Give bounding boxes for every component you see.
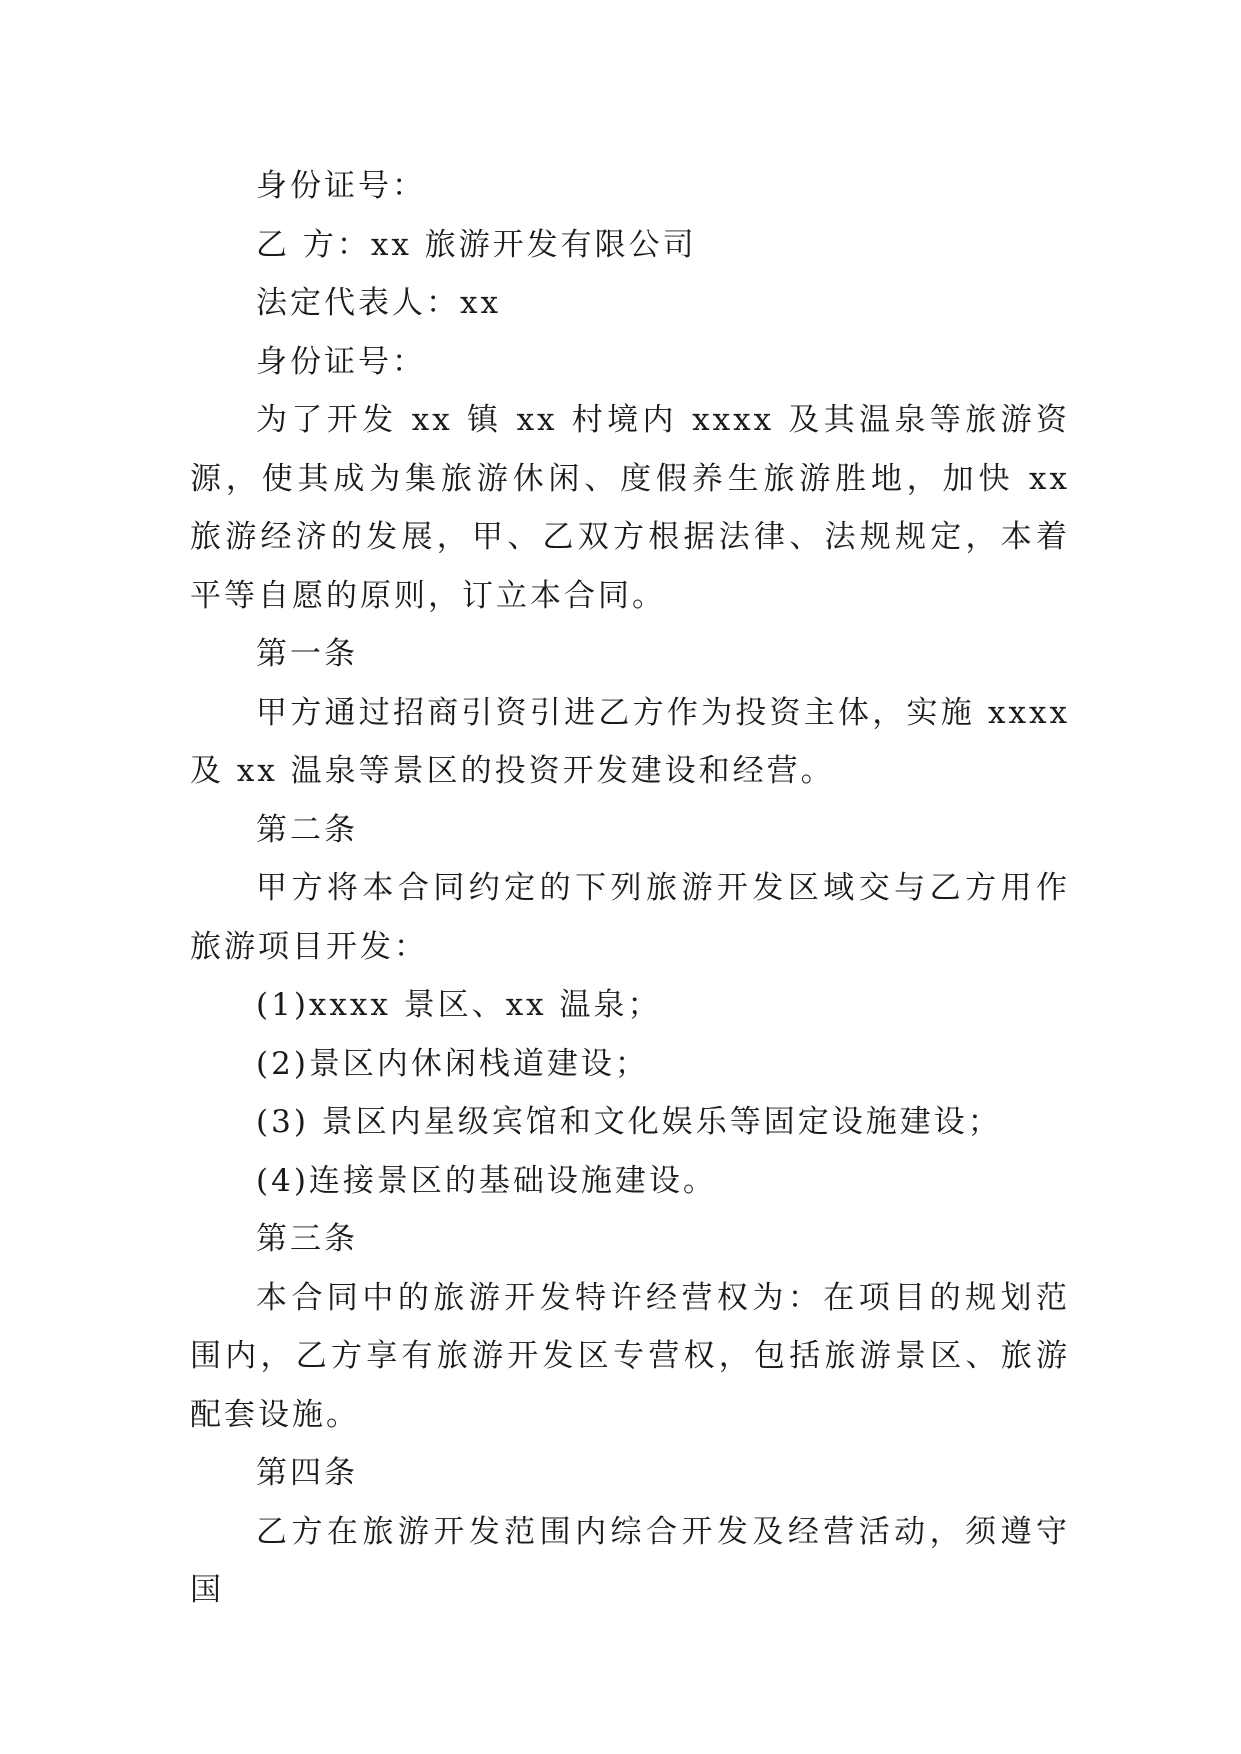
paragraph-party-b: 乙 方：xx 旅游开发有限公司 (256, 226, 697, 263)
article-heading-2: 第二条 (256, 811, 358, 848)
list-item-2: (2)景区内休闲栈道建设； (256, 1045, 649, 1082)
article-body-4: 乙方在旅游开发范围内综合开发及经营活动，须遵守国 (190, 1513, 1070, 1608)
paragraph-legal-representative: 法定代表人：xx (256, 285, 501, 321)
paragraph-id-number-a: 身份证号： (256, 168, 426, 204)
list-item-1: (1)xxxx 景区、xx 温泉； (256, 987, 662, 1023)
article-heading-4: 第四条 (256, 1455, 358, 1491)
list-item-4: (4)连接景区的基础设施建设。 (256, 1162, 717, 1199)
document-body (190, 157, 1070, 1620)
article-heading-3: 第三条 (256, 1221, 358, 1257)
paragraph-id-number-b: 身份证号： (256, 343, 426, 380)
article-heading-1: 第一条 (256, 636, 358, 672)
article-body-1: 甲方通过招商引资引进乙方作为投资主体，实施 xxxx 及 xx 温泉等景区的投资开发建设和经营。 (190, 694, 1070, 789)
article-body-2: 甲方将本合同约定的下列旅游开发区域交与乙方用作旅游项目开发： (190, 870, 1070, 965)
article-body-3: 本合同中的旅游开发特许经营权为：在项目的规划范围内，乙方享有旅游开发区专营权，包括旅游景区、旅游配套设施。 (190, 1279, 1070, 1433)
list-item-3: (3) 景区内星级宾馆和文化娱乐等固定设施建设； (256, 1104, 1002, 1140)
paragraph-preamble: 为了开发 xx 镇 xx 村境内 xxxx 及其温泉等旅游资源，使其成为集旅游休闲、度假养生旅游胜地，加快 xx 旅游经济的发展，甲、乙双方根据法律、法规规定，本着平等自愿的原则，订立本合同。 (190, 402, 1070, 614)
